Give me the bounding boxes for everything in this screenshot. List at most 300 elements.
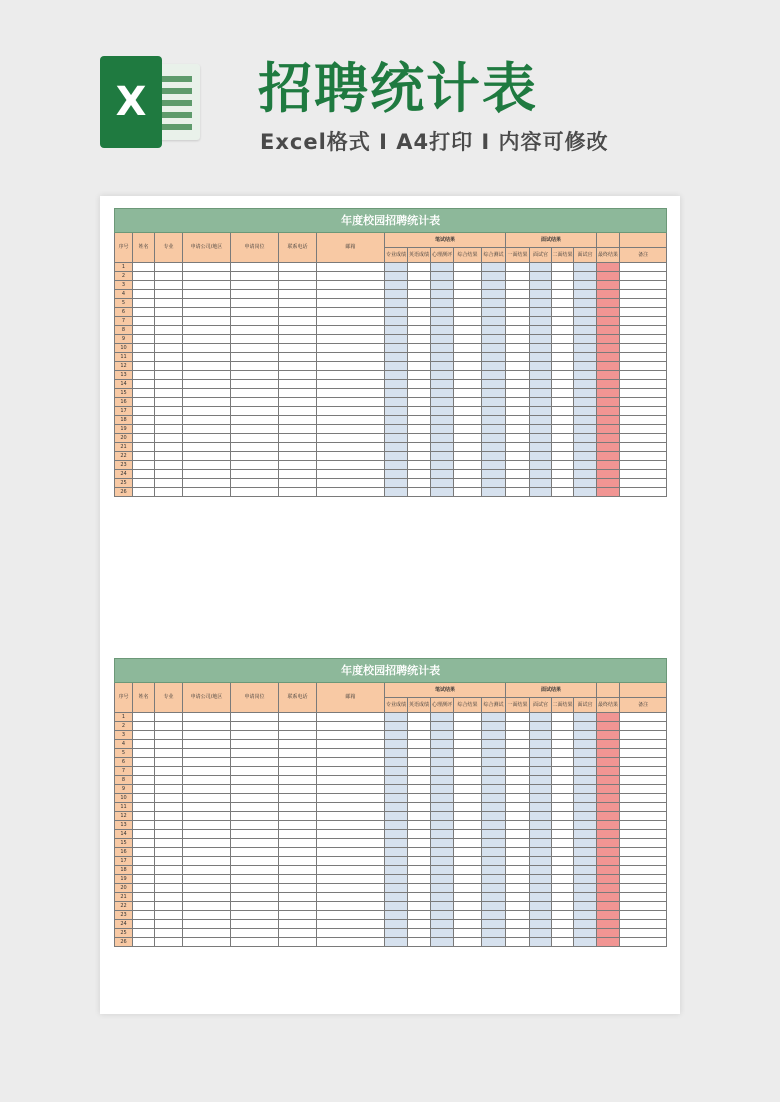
- table-cell[interactable]: [530, 461, 552, 470]
- table-cell[interactable]: [552, 308, 574, 317]
- table-cell[interactable]: [530, 749, 552, 758]
- table-cell[interactable]: [408, 848, 431, 857]
- table-cell[interactable]: [155, 299, 183, 308]
- table-cell[interactable]: [279, 263, 317, 272]
- table-cell[interactable]: [597, 830, 620, 839]
- table-cell[interactable]: [597, 470, 620, 479]
- table-cell[interactable]: [133, 299, 155, 308]
- table-cell[interactable]: [506, 794, 530, 803]
- table-cell[interactable]: [506, 299, 530, 308]
- table-cell[interactable]: [454, 740, 482, 749]
- table-cell[interactable]: [231, 902, 279, 911]
- table-cell[interactable]: [552, 380, 574, 389]
- table-cell[interactable]: [552, 776, 574, 785]
- table-cell[interactable]: [155, 884, 183, 893]
- table-cell[interactable]: [155, 803, 183, 812]
- table-cell[interactable]: [552, 317, 574, 326]
- table-cell[interactable]: [574, 758, 597, 767]
- table-cell[interactable]: [506, 902, 530, 911]
- table-cell[interactable]: [133, 398, 155, 407]
- table-cell[interactable]: [530, 299, 552, 308]
- table-cell[interactable]: [574, 794, 597, 803]
- table-cell[interactable]: [620, 272, 667, 281]
- table-cell[interactable]: [385, 929, 408, 938]
- table-cell[interactable]: [620, 362, 667, 371]
- table-cell[interactable]: [183, 722, 231, 731]
- table-cell[interactable]: [133, 326, 155, 335]
- table-cell[interactable]: [183, 776, 231, 785]
- table-cell[interactable]: [431, 929, 454, 938]
- table-cell[interactable]: [408, 749, 431, 758]
- table-cell[interactable]: [279, 812, 317, 821]
- table-cell[interactable]: [597, 299, 620, 308]
- table-cell[interactable]: [552, 857, 574, 866]
- table-cell[interactable]: [597, 785, 620, 794]
- table-cell[interactable]: [317, 308, 385, 317]
- table-cell[interactable]: [454, 398, 482, 407]
- table-cell[interactable]: [431, 416, 454, 425]
- table-cell[interactable]: [385, 452, 408, 461]
- table-cell[interactable]: [183, 803, 231, 812]
- table-cell[interactable]: [317, 452, 385, 461]
- table-cell[interactable]: [552, 848, 574, 857]
- table-cell[interactable]: [183, 938, 231, 947]
- table-cell[interactable]: [155, 713, 183, 722]
- table-cell[interactable]: [574, 839, 597, 848]
- table-cell[interactable]: [155, 425, 183, 434]
- table-cell[interactable]: [431, 263, 454, 272]
- table-cell[interactable]: [408, 794, 431, 803]
- table-cell[interactable]: [431, 389, 454, 398]
- table-cell[interactable]: [431, 812, 454, 821]
- table-cell[interactable]: [231, 920, 279, 929]
- table-cell[interactable]: [482, 407, 506, 416]
- table-cell[interactable]: [574, 722, 597, 731]
- table-cell[interactable]: [408, 929, 431, 938]
- table-cell[interactable]: [552, 740, 574, 749]
- table-cell[interactable]: [530, 344, 552, 353]
- table-cell[interactable]: [279, 380, 317, 389]
- table-cell[interactable]: [385, 812, 408, 821]
- table-cell[interactable]: [597, 776, 620, 785]
- table-cell[interactable]: [454, 902, 482, 911]
- table-cell[interactable]: [183, 353, 231, 362]
- table-cell[interactable]: [279, 434, 317, 443]
- table-cell[interactable]: [231, 929, 279, 938]
- table-cell[interactable]: [183, 830, 231, 839]
- table-cell[interactable]: [385, 722, 408, 731]
- table-cell[interactable]: [620, 839, 667, 848]
- table-cell[interactable]: [408, 839, 431, 848]
- table-cell[interactable]: [385, 299, 408, 308]
- table-cell[interactable]: [506, 857, 530, 866]
- table-cell[interactable]: [482, 803, 506, 812]
- table-cell[interactable]: [155, 722, 183, 731]
- table-cell[interactable]: [574, 893, 597, 902]
- table-cell[interactable]: [431, 713, 454, 722]
- table-cell[interactable]: [574, 272, 597, 281]
- table-cell[interactable]: [279, 722, 317, 731]
- table-cell[interactable]: [597, 326, 620, 335]
- table-cell[interactable]: [530, 452, 552, 461]
- table-cell[interactable]: [530, 353, 552, 362]
- table-cell[interactable]: [317, 272, 385, 281]
- table-cell[interactable]: [454, 335, 482, 344]
- table-cell[interactable]: [530, 407, 552, 416]
- table-cell[interactable]: [183, 758, 231, 767]
- table-cell[interactable]: [530, 263, 552, 272]
- table-cell[interactable]: [183, 488, 231, 497]
- table-cell[interactable]: [552, 326, 574, 335]
- table-cell[interactable]: [183, 812, 231, 821]
- table-cell[interactable]: [408, 767, 431, 776]
- table-cell[interactable]: [431, 920, 454, 929]
- table-cell[interactable]: [231, 857, 279, 866]
- table-cell[interactable]: [133, 938, 155, 947]
- table-cell[interactable]: [482, 263, 506, 272]
- table-cell[interactable]: [183, 479, 231, 488]
- table-cell[interactable]: [530, 281, 552, 290]
- table-cell[interactable]: [385, 308, 408, 317]
- table-cell[interactable]: [530, 443, 552, 452]
- table-cell[interactable]: [574, 380, 597, 389]
- table-cell[interactable]: [317, 920, 385, 929]
- table-cell[interactable]: [552, 263, 574, 272]
- table-cell[interactable]: [408, 452, 431, 461]
- table-cell[interactable]: [133, 731, 155, 740]
- table-cell[interactable]: [454, 326, 482, 335]
- table-cell[interactable]: [620, 740, 667, 749]
- table-cell[interactable]: [454, 812, 482, 821]
- table-cell[interactable]: [454, 353, 482, 362]
- table-cell[interactable]: [431, 326, 454, 335]
- table-cell[interactable]: [317, 785, 385, 794]
- table-cell[interactable]: [597, 353, 620, 362]
- table-cell[interactable]: [279, 821, 317, 830]
- table-cell[interactable]: [620, 335, 667, 344]
- table-cell[interactable]: [133, 830, 155, 839]
- table-cell[interactable]: [231, 749, 279, 758]
- table-cell[interactable]: [552, 479, 574, 488]
- table-cell[interactable]: [279, 488, 317, 497]
- table-cell[interactable]: [385, 443, 408, 452]
- table-cell[interactable]: [506, 263, 530, 272]
- table-cell[interactable]: [385, 470, 408, 479]
- table-cell[interactable]: [431, 803, 454, 812]
- table-cell[interactable]: [482, 272, 506, 281]
- table-cell[interactable]: [231, 407, 279, 416]
- table-cell[interactable]: [408, 299, 431, 308]
- table-cell[interactable]: [231, 812, 279, 821]
- table-cell[interactable]: [183, 866, 231, 875]
- table-cell[interactable]: [431, 470, 454, 479]
- table-cell[interactable]: [231, 461, 279, 470]
- table-cell[interactable]: [431, 290, 454, 299]
- table-cell[interactable]: [620, 281, 667, 290]
- table-cell[interactable]: [574, 362, 597, 371]
- table-cell[interactable]: [574, 749, 597, 758]
- table-cell[interactable]: [155, 281, 183, 290]
- table-cell[interactable]: [231, 839, 279, 848]
- table-cell[interactable]: [317, 488, 385, 497]
- table-cell[interactable]: [408, 866, 431, 875]
- table-cell[interactable]: [482, 893, 506, 902]
- table-cell[interactable]: [506, 911, 530, 920]
- table-cell[interactable]: [597, 488, 620, 497]
- table-cell[interactable]: [454, 407, 482, 416]
- table-cell[interactable]: [385, 290, 408, 299]
- table-cell[interactable]: [530, 416, 552, 425]
- table-cell[interactable]: [385, 848, 408, 857]
- table-cell[interactable]: [506, 461, 530, 470]
- table-cell[interactable]: [183, 425, 231, 434]
- table-cell[interactable]: [183, 857, 231, 866]
- table-cell[interactable]: [506, 776, 530, 785]
- table-cell[interactable]: [408, 884, 431, 893]
- table-cell[interactable]: [317, 362, 385, 371]
- table-cell[interactable]: [317, 281, 385, 290]
- table-cell[interactable]: [597, 263, 620, 272]
- table-cell[interactable]: [231, 380, 279, 389]
- table-cell[interactable]: [231, 452, 279, 461]
- table-cell[interactable]: [183, 281, 231, 290]
- table-cell[interactable]: [482, 740, 506, 749]
- table-cell[interactable]: [408, 308, 431, 317]
- table-cell[interactable]: [231, 758, 279, 767]
- table-cell[interactable]: [408, 821, 431, 830]
- table-cell[interactable]: [597, 344, 620, 353]
- table-cell[interactable]: [506, 416, 530, 425]
- table-cell[interactable]: [482, 479, 506, 488]
- table-cell[interactable]: [431, 722, 454, 731]
- table-cell[interactable]: [279, 884, 317, 893]
- table-cell[interactable]: [155, 416, 183, 425]
- table-cell[interactable]: [530, 380, 552, 389]
- table-cell[interactable]: [597, 812, 620, 821]
- table-cell[interactable]: [279, 848, 317, 857]
- table-cell[interactable]: [385, 434, 408, 443]
- table-cell[interactable]: [530, 938, 552, 947]
- table-cell[interactable]: [482, 326, 506, 335]
- table-cell[interactable]: [385, 767, 408, 776]
- table-cell[interactable]: [620, 794, 667, 803]
- table-cell[interactable]: [183, 263, 231, 272]
- table-cell[interactable]: [183, 317, 231, 326]
- table-cell[interactable]: [431, 488, 454, 497]
- table-cell[interactable]: [279, 839, 317, 848]
- table-cell[interactable]: [317, 407, 385, 416]
- table-cell[interactable]: [574, 416, 597, 425]
- table-cell[interactable]: [133, 452, 155, 461]
- table-cell[interactable]: [133, 380, 155, 389]
- table-cell[interactable]: [506, 317, 530, 326]
- table-cell[interactable]: [385, 389, 408, 398]
- table-cell[interactable]: [552, 353, 574, 362]
- table-cell[interactable]: [454, 362, 482, 371]
- table-cell[interactable]: [385, 875, 408, 884]
- table-cell[interactable]: [597, 461, 620, 470]
- table-cell[interactable]: [431, 740, 454, 749]
- table-cell[interactable]: [552, 488, 574, 497]
- table-cell[interactable]: [155, 848, 183, 857]
- table-cell[interactable]: [155, 263, 183, 272]
- table-cell[interactable]: [482, 830, 506, 839]
- table-cell[interactable]: [279, 461, 317, 470]
- table-cell[interactable]: [317, 902, 385, 911]
- table-cell[interactable]: [317, 731, 385, 740]
- table-cell[interactable]: [574, 821, 597, 830]
- table-cell[interactable]: [231, 731, 279, 740]
- table-cell[interactable]: [552, 416, 574, 425]
- table-cell[interactable]: [530, 470, 552, 479]
- table-cell[interactable]: [279, 371, 317, 380]
- table-cell[interactable]: [385, 326, 408, 335]
- table-cell[interactable]: [574, 398, 597, 407]
- table-cell[interactable]: [552, 803, 574, 812]
- table-cell[interactable]: [597, 722, 620, 731]
- table-cell[interactable]: [231, 326, 279, 335]
- table-cell[interactable]: [408, 317, 431, 326]
- table-cell[interactable]: [408, 893, 431, 902]
- table-cell[interactable]: [155, 875, 183, 884]
- table-cell[interactable]: [620, 902, 667, 911]
- table-cell[interactable]: [431, 479, 454, 488]
- table-cell[interactable]: [155, 740, 183, 749]
- table-cell[interactable]: [530, 308, 552, 317]
- table-cell[interactable]: [552, 830, 574, 839]
- table-cell[interactable]: [620, 317, 667, 326]
- table-cell[interactable]: [597, 902, 620, 911]
- table-cell[interactable]: [620, 263, 667, 272]
- table-cell[interactable]: [408, 875, 431, 884]
- table-cell[interactable]: [183, 875, 231, 884]
- table-cell[interactable]: [530, 767, 552, 776]
- table-cell[interactable]: [530, 902, 552, 911]
- table-cell[interactable]: [385, 920, 408, 929]
- table-cell[interactable]: [408, 911, 431, 920]
- table-cell[interactable]: [133, 461, 155, 470]
- table-cell[interactable]: [620, 461, 667, 470]
- table-cell[interactable]: [279, 335, 317, 344]
- table-cell[interactable]: [231, 884, 279, 893]
- table-cell[interactable]: [454, 839, 482, 848]
- table-cell[interactable]: [133, 416, 155, 425]
- table-cell[interactable]: [620, 866, 667, 875]
- table-cell[interactable]: [183, 749, 231, 758]
- table-cell[interactable]: [279, 290, 317, 299]
- table-cell[interactable]: [155, 776, 183, 785]
- table-cell[interactable]: [620, 425, 667, 434]
- table-cell[interactable]: [408, 425, 431, 434]
- table-cell[interactable]: [454, 893, 482, 902]
- table-cell[interactable]: [317, 398, 385, 407]
- table-cell[interactable]: [408, 416, 431, 425]
- table-cell[interactable]: [506, 839, 530, 848]
- table-cell[interactable]: [552, 713, 574, 722]
- table-cell[interactable]: [231, 353, 279, 362]
- table-cell[interactable]: [552, 299, 574, 308]
- table-cell[interactable]: [408, 776, 431, 785]
- table-cell[interactable]: [431, 848, 454, 857]
- table-cell[interactable]: [506, 479, 530, 488]
- table-cell[interactable]: [482, 290, 506, 299]
- table-cell[interactable]: [317, 371, 385, 380]
- table-cell[interactable]: [506, 353, 530, 362]
- table-cell[interactable]: [482, 749, 506, 758]
- table-cell[interactable]: [155, 272, 183, 281]
- table-cell[interactable]: [482, 452, 506, 461]
- table-cell[interactable]: [133, 317, 155, 326]
- table-cell[interactable]: [552, 821, 574, 830]
- table-cell[interactable]: [317, 353, 385, 362]
- table-cell[interactable]: [552, 749, 574, 758]
- table-cell[interactable]: [385, 794, 408, 803]
- table-cell[interactable]: [482, 857, 506, 866]
- table-cell[interactable]: [530, 884, 552, 893]
- table-cell[interactable]: [506, 272, 530, 281]
- table-cell[interactable]: [408, 290, 431, 299]
- table-cell[interactable]: [597, 713, 620, 722]
- table-cell[interactable]: [231, 317, 279, 326]
- table-cell[interactable]: [317, 335, 385, 344]
- table-cell[interactable]: [620, 443, 667, 452]
- table-cell[interactable]: [620, 830, 667, 839]
- table-cell[interactable]: [231, 272, 279, 281]
- table-cell[interactable]: [279, 875, 317, 884]
- table-cell[interactable]: [454, 875, 482, 884]
- table-cell[interactable]: [454, 785, 482, 794]
- table-cell[interactable]: [620, 938, 667, 947]
- table-cell[interactable]: [482, 758, 506, 767]
- table-cell[interactable]: [482, 767, 506, 776]
- table-cell[interactable]: [552, 902, 574, 911]
- table-cell[interactable]: [482, 731, 506, 740]
- table-cell[interactable]: [482, 839, 506, 848]
- table-cell[interactable]: [482, 884, 506, 893]
- table-cell[interactable]: [231, 938, 279, 947]
- table-cell[interactable]: [454, 857, 482, 866]
- table-cell[interactable]: [231, 344, 279, 353]
- table-cell[interactable]: [597, 434, 620, 443]
- table-cell[interactable]: [408, 785, 431, 794]
- table-cell[interactable]: [597, 821, 620, 830]
- table-cell[interactable]: [506, 803, 530, 812]
- table-cell[interactable]: [155, 470, 183, 479]
- table-cell[interactable]: [231, 767, 279, 776]
- table-cell[interactable]: [133, 767, 155, 776]
- table-cell[interactable]: [408, 362, 431, 371]
- table-cell[interactable]: [454, 443, 482, 452]
- table-cell[interactable]: [155, 902, 183, 911]
- table-cell[interactable]: [530, 398, 552, 407]
- table-cell[interactable]: [530, 479, 552, 488]
- table-cell[interactable]: [317, 812, 385, 821]
- table-cell[interactable]: [620, 326, 667, 335]
- table-cell[interactable]: [155, 371, 183, 380]
- table-cell[interactable]: [133, 911, 155, 920]
- table-cell[interactable]: [317, 911, 385, 920]
- table-cell[interactable]: [597, 452, 620, 461]
- table-cell[interactable]: [317, 803, 385, 812]
- table-cell[interactable]: [482, 470, 506, 479]
- table-cell[interactable]: [620, 884, 667, 893]
- table-cell[interactable]: [597, 893, 620, 902]
- table-cell[interactable]: [231, 893, 279, 902]
- table-cell[interactable]: [183, 398, 231, 407]
- table-cell[interactable]: [133, 866, 155, 875]
- table-cell[interactable]: [574, 461, 597, 470]
- table-cell[interactable]: [597, 803, 620, 812]
